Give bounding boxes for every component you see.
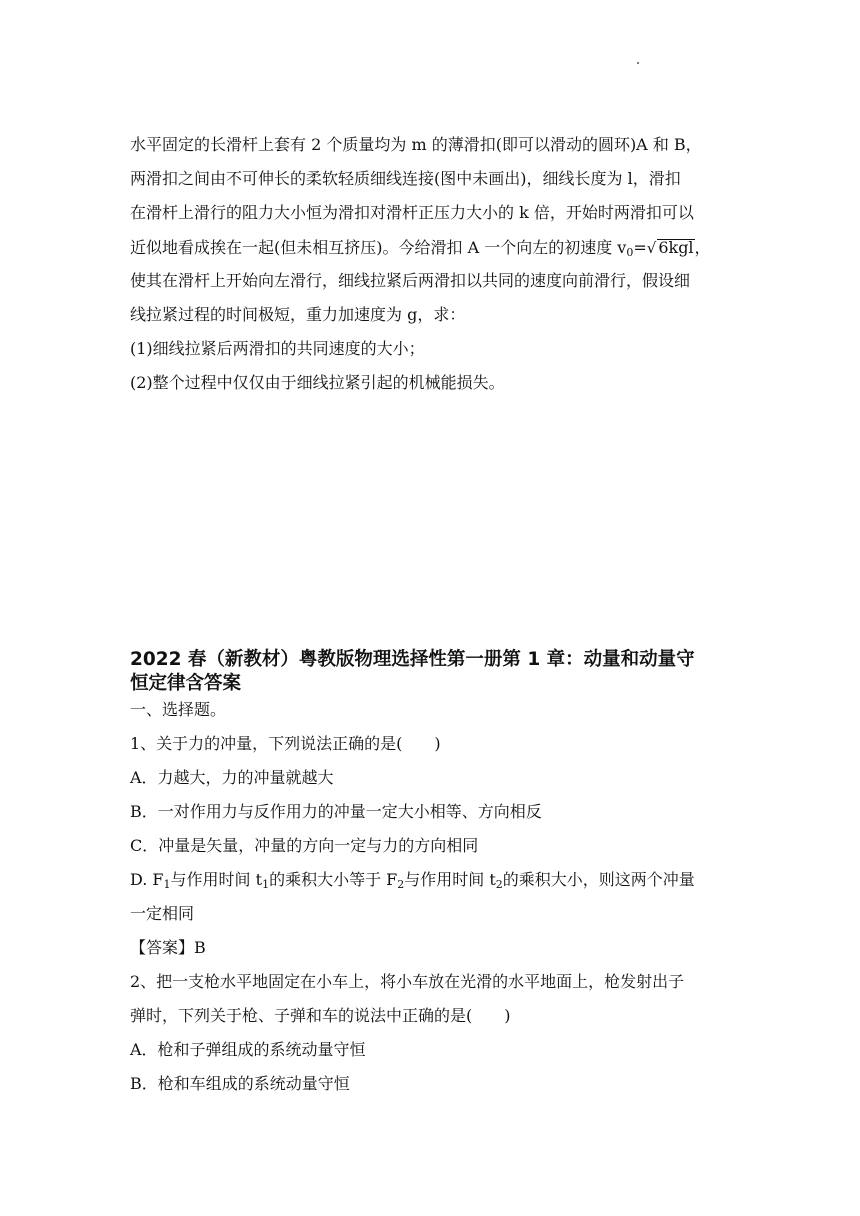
problem-paragraph (130, 137, 740, 409)
text-segment: D. F (130, 870, 164, 889)
equals-sign: = (633, 238, 647, 257)
subscript: 1 (163, 878, 171, 891)
text-segment: 的乘积大小等于 F (269, 870, 398, 889)
text-segment: 近似地看成挨在一起(但未相互挤压)。今给滑扣 A 一个向左的初速度 v (130, 238, 627, 257)
text-segment: 与作用时间 t (404, 870, 496, 889)
option-c: C．冲量是矢量，冲量的方向一定与力的方向相同 (130, 836, 479, 855)
sub-question-1: (1)细线拉紧后两滑扣的共同速度的大小； (130, 339, 425, 358)
option-a: A．力越大，力的冲量就越大 (130, 768, 334, 787)
section-heading: 一、选择题。 (130, 700, 227, 719)
radicand: 6kgl (658, 238, 694, 257)
text-line: 两滑扣之间由不可伸长的柔软轻质细线连接(图中未画出)，细线长度为 l，滑扣 (130, 169, 681, 188)
option-a: A．枪和子弹组成的系统动量守恒 (130, 1040, 366, 1059)
subscript: 1 (262, 878, 270, 891)
option-d (130, 870, 740, 891)
subscript: 2 (397, 878, 405, 891)
text-line: 线拉紧过程的时间极短，重力加速度为 g，求： (130, 305, 466, 324)
text-line: 使其在滑杆上开始向左滑行，细线拉紧后两滑扣以共同的速度向前滑行，假设细 (130, 271, 691, 290)
answer: 【答案】B (130, 938, 206, 957)
sub-question-2: (2)整个过程中仅仅由于细线拉紧引起的机械能损失。 (130, 373, 505, 392)
text-line (130, 238, 740, 259)
subscript: 2 (495, 878, 503, 891)
text-segment: ， (694, 238, 711, 257)
question-1-stem: 1、关于力的冲量，下列说法正确的是( ) (130, 734, 441, 753)
option-b: B．一对作用力与反作用力的冲量一定大小相等、方向相反 (130, 802, 542, 821)
subscript: 0 (626, 246, 634, 259)
page-mark (637, 62, 639, 64)
text-line: 水平固定的长滑杆上套有 2 个质量均为 m 的薄滑扣(即可以滑动的圆环)A 和 B， (130, 135, 702, 154)
text-segment: 与作用时间 t (170, 870, 263, 889)
question-2-stem: 2、把一支枪水平地固定在小车上，将小车放在光滑的水平地面上，枪发射出子 (130, 972, 685, 991)
text-segment: 的乘积大小，则这两个冲量 (502, 870, 695, 889)
radical-sign: √ (646, 239, 657, 257)
document-title (130, 648, 740, 696)
text-line: 在滑杆上滑行的阻力大小恒为滑扣对滑杆正压力大小的 k 倍，开始时两滑扣可以 (130, 203, 694, 222)
option-b: B．枪和车组成的系统动量守恒 (130, 1074, 350, 1093)
questions-section (130, 702, 740, 1110)
option-d-continued: 一定相同 (130, 904, 195, 923)
title-line: 恒定律含答案 (130, 673, 242, 694)
question-2-stem-continued: 弹时，下列关于枪、子弹和车的说法中正确的是( ) (130, 1006, 511, 1025)
title-line: 2022 春（新教材）粤教版物理选择性第一册第 1 章：动量和动量守 (130, 649, 695, 670)
